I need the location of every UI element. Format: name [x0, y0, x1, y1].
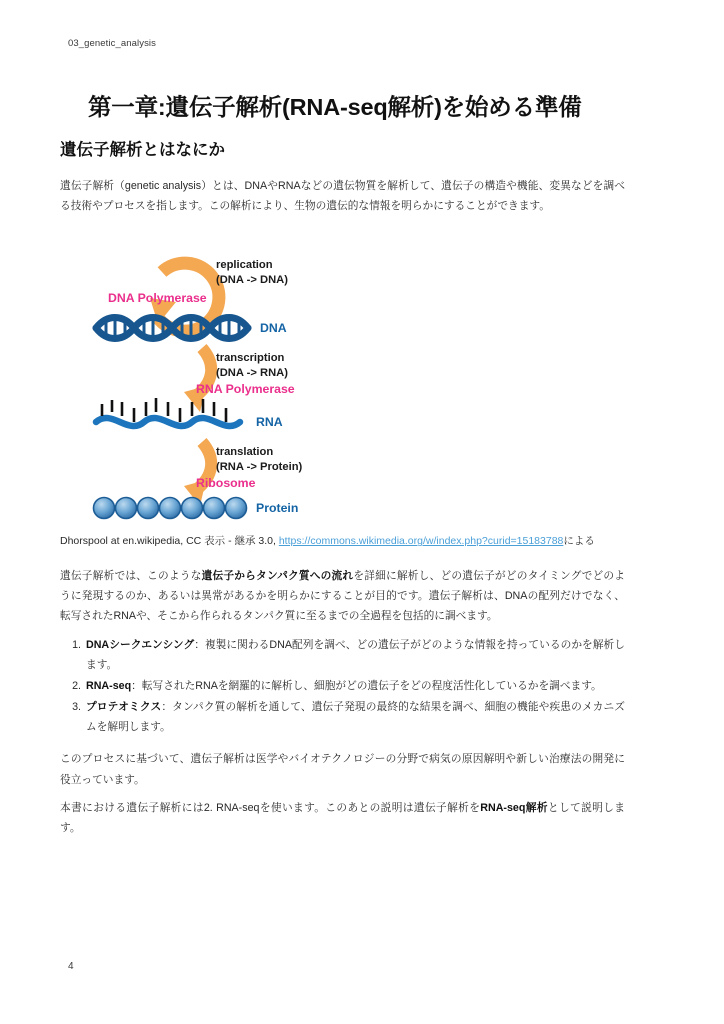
page-number: 4	[68, 961, 74, 972]
flow-emphasis: 遺伝子からタンパク質への流れ	[201, 569, 354, 582]
list-item	[84, 676, 625, 696]
closing-pre: 本書における遺伝子解析には2. RNA-seqを使います。このあとの説明は遺伝子解析を	[60, 801, 481, 814]
translation-arrow-icon	[184, 442, 211, 506]
transcription-arrow-icon	[184, 348, 211, 412]
label-replication-line1: replication	[216, 259, 273, 272]
flow-post: を詳細に解析し、どの遺伝子がどのタイミングでどのように発現するのか、あるいは異常があるかを明らかにすることが目的です。遺伝子解析は、DNAの配列だけでなく、転写されたRNAや、そこから作られるタンパク質に至るまでの全過程を包括的に調べます。	[60, 569, 625, 623]
list-item-term: プロテオミクス	[86, 701, 162, 714]
protein-chain-icon	[94, 498, 247, 519]
label-rna-polymerase: RNA Polymerase	[196, 382, 295, 397]
analysis-method-list	[60, 635, 625, 738]
intro-paragraph: 遺伝子解析（genetic analysis）とは、DNAやRNAなどの遺伝物質を解析して、遺伝子の構造や機能、変異などを調べる技術やプロセスを指します。この解析により、生物の遺伝的な情報を明らかにすることができます。	[60, 179, 625, 212]
section-heading: 遺伝子解析とはなにか	[60, 140, 225, 159]
label-translation-line2: (RNA -> Protein)	[216, 461, 303, 474]
label-dna-polymerase: DNA Polymerase	[108, 291, 207, 306]
list-item	[84, 697, 625, 737]
label-translation-line1: translation	[216, 446, 274, 459]
label-replication-line2: (DNA -> DNA)	[216, 274, 288, 287]
label-protein: Protein	[256, 501, 299, 516]
label-transcription-line1: transcription	[216, 352, 285, 365]
list-item-description: タンパク質の解析を通して、遺伝子発現の最終的な結果を調べ、細胞の機能や疾患のメカニズムを解明します。	[86, 701, 625, 734]
list-item	[84, 635, 625, 675]
closing-post: として説明します。	[60, 801, 625, 835]
label-ribosome: Ribosome	[196, 476, 256, 491]
closing-paragraph	[60, 798, 625, 839]
rna-strand-icon	[96, 398, 240, 426]
label-transcription-line2: (DNA -> RNA)	[216, 367, 288, 380]
list-item-separator: ：	[161, 701, 173, 714]
flow-pre: 遺伝子解析では、このような	[60, 569, 202, 582]
label-rna: RNA	[256, 415, 283, 430]
label-dna: DNA	[260, 321, 287, 336]
central-dogma-figure	[60, 236, 625, 526]
closing-emphasis: RNA-seq解析	[480, 801, 548, 814]
list-item-term: DNAシークエンシング	[86, 638, 195, 651]
list-item-separator: ：	[194, 638, 205, 651]
figure-caption	[60, 532, 625, 551]
list-item-description: 複製に関わるDNA配列を調べ、どの遺伝子がどのような情報を持っているのかを解析します。	[86, 638, 625, 671]
flow-paragraph	[60, 566, 625, 627]
caption-suffix: による	[563, 535, 595, 548]
list-item-term: RNA-seq	[86, 679, 132, 692]
running-header: 03_genetic_analysis	[68, 38, 156, 49]
caption-attribution: Dhorspool at en.wikipedia, CC 表示 - 継承 3.0,	[60, 535, 279, 548]
figure-source-link[interactable]: https://commons.wikimedia.org/w/index.php?curid=15183788	[278, 535, 564, 548]
page-title: 第一章:遺伝子解析(RNA-seq解析)を始める準備	[88, 94, 582, 120]
list-item-description: 転写されたRNAを網羅的に解析し、細胞がどの遺伝子をどの程度活性化しているかを調べます。	[141, 679, 602, 692]
page-content	[60, 92, 625, 847]
list-item-separator: ：	[131, 679, 142, 692]
application-paragraph: このプロセスに基づいて、遺伝子解析は医学やバイオテクノロジーの分野で病気の原因解明や新しい治療法の開発に役立っています。	[60, 753, 625, 786]
